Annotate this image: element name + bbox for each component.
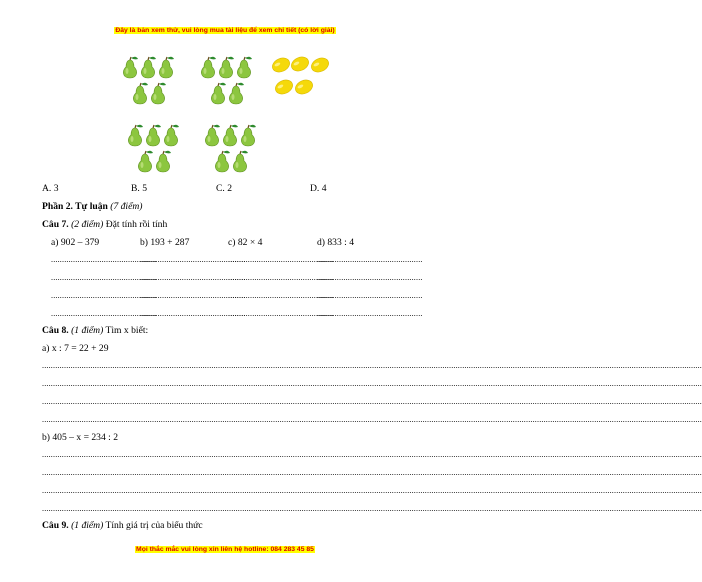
option-d: D. 4 [310,183,327,194]
q7-heading: Câu 7. (2 điểm) Đặt tính rồi tính [42,219,168,230]
q8-heading: Câu 8. (1 điểm) Tìm x biết: [42,325,149,336]
option-b: B. 5 [131,183,147,194]
fruit-picture [0,0,450,200]
footer-notice: Mọi thắc mắc vui lòng xin liên hệ hotline: 084 283 45 85 [136,546,314,553]
q7-item-d: d) 833 : 4 [317,237,355,248]
option-a: A. 3 [42,183,59,194]
option-c: C. 2 [216,183,232,194]
q9-heading: Câu 9. (1 điểm) Tính giá trị của biểu thức [42,520,203,531]
part2-heading: Phần 2. Tự luận (7 điểm) [42,201,143,212]
q7-item-a: a) 902 – 379 [51,237,100,248]
header-notice: Đây là bản xem thử, vui lòng mua tài liệu để xem chi tiết (có lời giải) [115,27,335,34]
q7-item-c: c) 82 × 4 [228,237,263,248]
q8-part-a: a) x : 7 = 22 + 29 [42,343,109,354]
q7-item-b: b) 193 + 287 [140,237,190,248]
q8-part-b: b) 405 – x = 234 : 2 [42,432,119,443]
